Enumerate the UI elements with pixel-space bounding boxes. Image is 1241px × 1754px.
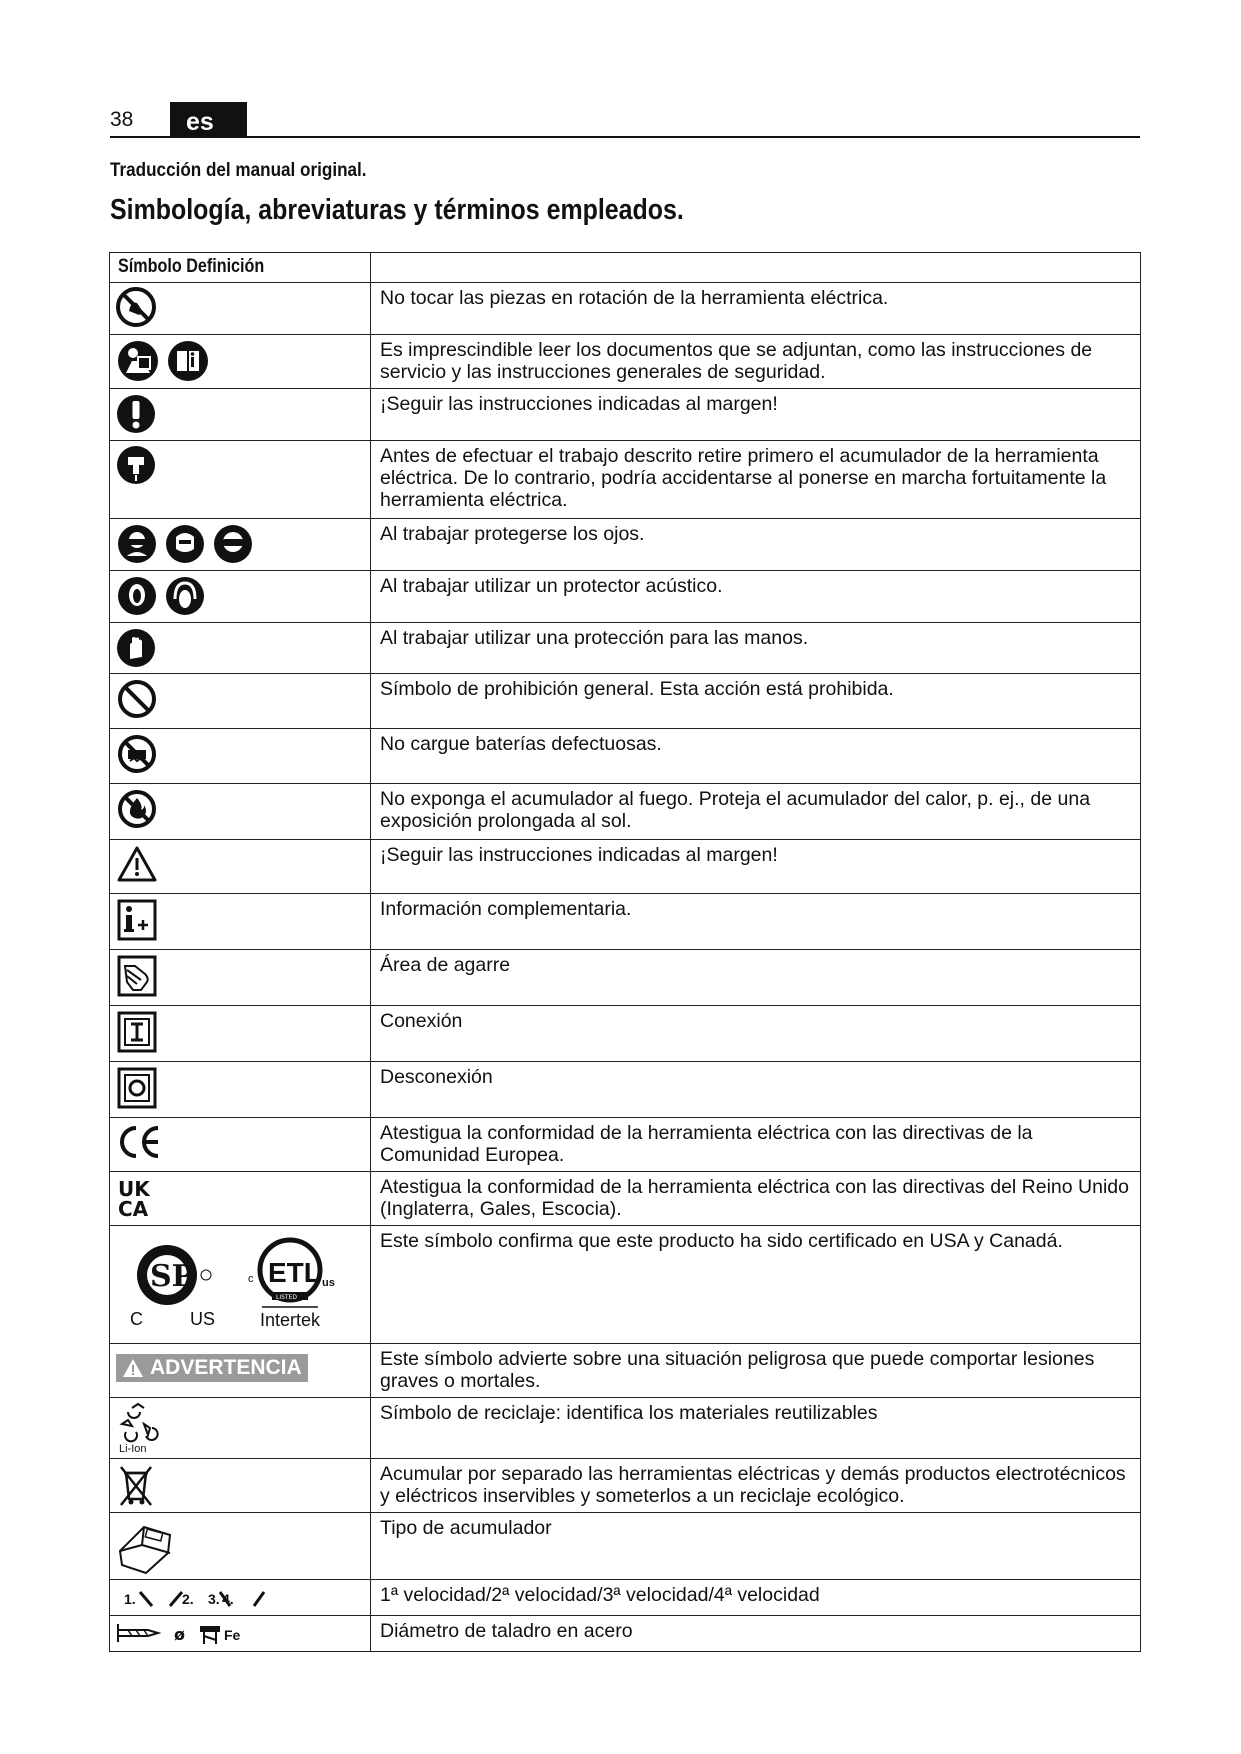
table-row [110,283,1141,335]
language-badge: es [170,102,247,138]
definition-text: Este símbolo advierte sobre una situación peligrosa que puede comportar lesiones graves o mortales. [371,1344,1141,1398]
table-row [110,1062,1141,1118]
svg-text:us: us [322,1277,335,1289]
definition-text: Al trabajar protegerse los ojos. [371,519,1141,571]
definition-text: Atestigua la conformidad de la herramienta eléctrica con las directivas del Reino Unido (Inglaterra, Gales, Escocia). [371,1172,1141,1226]
table-row [110,571,1141,623]
etl-mark-icon [242,1230,342,1330]
table-row [110,1616,1141,1652]
svg-text:US: US [190,1309,216,1329]
definition-text: Antes de efectuar el trabajo descrito retire primero el acumulador de la herramienta eléctrica. De lo contrario, podría accidentarse al ponerse en marcha fortuitamente la herramienta eléctrica. [371,441,1141,519]
definition-text: Atestigua la conformidad de la herramienta eléctrica con las directivas de la Comunidad Europea. [371,1118,1141,1172]
hand-protection-icon [116,627,156,669]
table-row [110,674,1141,729]
svg-text:Li-Ion: Li-Ion [119,1443,147,1454]
mandatory-exclamation-icon [116,393,156,435]
table-row [110,1226,1141,1344]
svg-text:CA: CA [118,1197,149,1220]
page-header [110,100,1140,138]
svg-text:ø: ø [174,1625,185,1644]
no-defective-battery-icon [116,733,158,775]
definition-text: Símbolo de prohibición general. Esta acción está prohibida. [371,674,1141,729]
table-row [110,1513,1141,1580]
gear-speeds-icon [116,1584,286,1610]
ear-protection-icon [116,575,158,617]
definition-text: ¡Seguir las instrucciones indicadas al margen! [371,389,1141,441]
eye-protection-icon [116,523,158,565]
warning-triangle-icon [116,844,158,884]
definition-text: Símbolo de reciclaje: identifica los materiales reutilizables [371,1398,1141,1459]
definition-text: No exponga el acumulador al fuego. Proteja el acumulador del calor, p. ej., de una exposición prolongada al sol. [371,784,1141,840]
table-header-row [110,253,1141,283]
svg-text:c: c [248,1273,254,1285]
svg-text:SP: SP [150,1259,195,1294]
table-row [110,1580,1141,1616]
definition-text: Diámetro de taladro en acero [371,1616,1141,1652]
table-row [110,840,1141,894]
ce-mark-icon [116,1122,164,1162]
power-off-icon [116,1066,158,1110]
svg-text:Fe: Fe [224,1627,241,1643]
definition-text: Desconexión [371,1062,1141,1118]
definition-text: Información complementaria. [371,894,1141,950]
goggles-icon [212,523,254,565]
read-documents-icon [116,339,160,383]
definition-text: Acumular por separado las herramientas eléctricas y demás productos electrotécnicos y eléctricos inservibles y someterlos a un reciclaje ecológico. [371,1459,1141,1513]
table-row [110,1118,1141,1172]
table-row [110,1172,1141,1226]
table-row [110,623,1141,674]
table-row [110,1459,1141,1513]
prohibition-icon [116,678,158,720]
power-on-icon [116,1010,158,1054]
drill-diameter-steel-icon [116,1620,266,1646]
svg-text:Intertek: Intertek [260,1310,321,1330]
warning-banner-label: ADVERTENCIA [150,1356,302,1379]
svg-text:UK: UK [118,1177,150,1201]
header-symbol-definition: Símbolo Definición [110,253,371,283]
ukca-mark-icon [116,1176,156,1220]
document-subtitle: Traducción del manual original. [110,160,367,181]
definition-text: Al trabajar utilizar una protección para las manos. [371,623,1141,674]
svg-text:LISTED: LISTED [276,1294,297,1301]
definition-text: Es imprescindible leer los documentos que se adjuntan, como las instrucciones de servicio y las instrucciones generales de seguridad. [371,335,1141,389]
definition-text: No tocar las piezas en rotación de la herramienta eléctrica. [371,283,1141,335]
table-row [110,1344,1141,1398]
page-title: Simbología, abreviaturas y términos empleados. [110,194,684,226]
no-touch-rotating-icon [116,287,156,327]
definition-text: ¡Seguir las instrucciones indicadas al margen! [371,840,1141,894]
svg-text:C: C [130,1309,143,1329]
grip-area-icon [116,954,158,998]
table-row [110,1006,1141,1062]
svg-text:3.: 3. [208,1591,220,1607]
svg-text:4.: 4. [222,1591,234,1607]
definition-text: Al trabajar utilizar un protector acústico. [371,571,1141,623]
symbols-table [109,252,1141,1652]
table-row [110,729,1141,784]
table-row [110,389,1141,441]
page-number: 38 [110,108,134,131]
svg-text:ETL: ETL [268,1257,321,1288]
ear-muff-icon [164,575,206,617]
definition-text: 1ª velocidad/2ª velocidad/3ª velocidad/4ª velocidad [371,1580,1141,1616]
no-fire-icon [116,788,158,830]
table-row [110,1398,1141,1459]
header-empty [371,253,1141,283]
recycling-li-ion-icon [116,1402,160,1454]
table-row [110,441,1141,519]
table-row [110,519,1141,571]
battery-pack-icon [116,1517,176,1575]
table-row [110,950,1141,1006]
face-shield-icon [164,523,206,565]
warning-small-icon [122,1358,144,1378]
table-row [110,784,1141,840]
svg-text:1.: 1. [124,1591,136,1607]
definition-text: Este símbolo confirma que este producto ha sido certificado en USA y Canadá. [371,1226,1141,1344]
definition-text: Tipo de acumulador [371,1513,1141,1580]
csa-mark-icon [122,1230,222,1330]
info-plus-icon [116,898,158,942]
manual-info-icon [166,339,210,383]
table-row [110,894,1141,950]
definition-text: No cargue baterías defectuosas. [371,729,1141,784]
weee-bin-icon [116,1463,156,1507]
definition-text: Conexión [371,1006,1141,1062]
svg-text:2.: 2. [182,1591,194,1607]
definition-text: Área de agarre [371,950,1141,1006]
table-row [110,335,1141,389]
remove-battery-icon [116,445,156,485]
warning-banner-icon [116,1354,308,1382]
